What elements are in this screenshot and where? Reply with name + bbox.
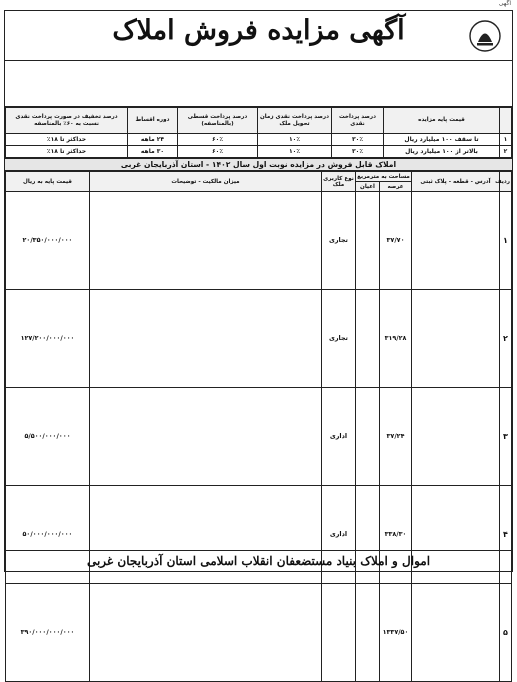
row-land-area: ۱۳۳۷/۵۰: [380, 584, 412, 682]
row-status: [90, 192, 322, 290]
properties-table: [5, 171, 512, 682]
col-header-usage: نوع کاربری ملک: [322, 172, 356, 192]
pay-cell: حداکثر تا ۱۸٪: [6, 134, 128, 146]
section-title: املاک قابل فروش در مزایده نوبت اول سال ۱۴۰۲ - استان آذربایجان غربی: [5, 159, 512, 171]
col-header-building: اعیان: [356, 182, 380, 192]
row-building-area: [356, 290, 380, 388]
pay-cell: ۶۰٪: [178, 146, 258, 158]
col-header-status: میزان مالکیت - توضیحات: [90, 172, 322, 192]
top-bar: [0, 0, 517, 10]
pay-header-base-price: قیمت پایه مزایده: [384, 108, 500, 134]
row-number: ۱: [500, 192, 512, 290]
row-usage: اداری: [322, 486, 356, 584]
pay-cell: ۲۴ ماهه: [128, 134, 178, 146]
row-land-area: ۳۷/۷۰: [380, 192, 412, 290]
row-price: ۲۰/۳۵۰/۰۰۰/۰۰۰: [6, 192, 90, 290]
pay-row: [6, 134, 512, 146]
row-building-area: [356, 584, 380, 682]
table-row: [6, 192, 512, 290]
row-usage: [322, 584, 356, 682]
row-number: ۴: [500, 486, 512, 584]
col-header-address: آدرس - قطعه - پلاک ثبتی: [412, 172, 500, 192]
pay-header-discount: درصد تخفیف در صورت پرداخت نقدی نسبت به ۶۰٪ بالمناصفه: [6, 108, 128, 134]
pay-row: [6, 146, 512, 158]
intro-paragraph: [5, 61, 512, 107]
pay-row-no: ۲: [500, 146, 512, 158]
row-status: [90, 388, 322, 486]
row-price: ۳۹۰/۰۰۰/۰۰۰/۰۰۰: [6, 584, 90, 682]
row-status: [90, 584, 322, 682]
pay-header-installment-percent: درصد پرداخت قسطی (بالمناصفه): [178, 108, 258, 134]
pay-cell: ۶۰٪: [178, 134, 258, 146]
payment-terms-table: [5, 107, 512, 159]
pay-cell: تا سقف ۱۰۰ میلیارد ریال: [384, 134, 500, 146]
pay-header-delivery-percent: درصد پرداخت نقدی زمان تحویل ملک: [258, 108, 332, 134]
pay-cell: ۱۰٪: [258, 146, 332, 158]
row-address: [412, 290, 500, 388]
notice-frame: [4, 10, 513, 637]
row-number: ۵: [500, 584, 512, 682]
table-row: [6, 584, 512, 682]
table-row: [6, 388, 512, 486]
col-header-area: مساحت به مترمربع: [357, 173, 410, 180]
table-row: [6, 290, 512, 388]
row-address: [412, 192, 500, 290]
row-usage: تجاری: [322, 290, 356, 388]
row-building-area: [356, 192, 380, 290]
row-land-area: ۳۳۸/۳۰: [380, 486, 412, 584]
row-number: ۳: [500, 388, 512, 486]
footer-organization: اموال و املاک بنیاد مستضعفان انقلاب اسلامی استان آذربایجان غربی: [5, 550, 512, 571]
col-header-row: ردیف: [500, 172, 512, 192]
pay-row-no: ۱: [500, 134, 512, 146]
pay-header-installment-period: دوره اقساط: [128, 108, 178, 134]
pay-cell: بالاتر از ۱۰۰ میلیارد ریال: [384, 146, 500, 158]
notice-title: آگهی مزایده فروش املاک: [112, 15, 405, 46]
row-land-area: ۳۷/۲۴: [380, 388, 412, 486]
row-address: [412, 388, 500, 486]
row-land-area: ۳۱۹/۲۸: [380, 290, 412, 388]
pay-header-cash-percent: درصد پرداخت نقدی: [332, 108, 384, 134]
pay-cell: ۱۰٪: [258, 134, 332, 146]
bonyad-mostazafan-logo-icon: [468, 19, 502, 53]
notice-header: [5, 11, 512, 61]
row-price: ۵۰/۰۰۰/۰۰۰/۰۰۰: [6, 486, 90, 584]
row-usage: تجاری: [322, 192, 356, 290]
row-status: [90, 290, 322, 388]
row-building-area: [356, 388, 380, 486]
row-address: [412, 584, 500, 682]
row-usage: اداری: [322, 388, 356, 486]
pay-cell: ۳۰٪: [332, 146, 384, 158]
col-header-land: عرصه: [380, 182, 412, 192]
row-price: ۱۲۷/۲۰۰/۰۰۰/۰۰۰: [6, 290, 90, 388]
row-price: ۵/۵۰۰/۰۰۰/۰۰۰: [6, 388, 90, 486]
pay-cell: ۳۰٪: [332, 134, 384, 146]
col-header-price: قیمت پایه به ریال: [6, 172, 90, 192]
row-number: ۲: [500, 290, 512, 388]
top-bar-right-label: آگهی: [498, 0, 511, 7]
pay-header-row: [500, 108, 512, 134]
pay-cell: ۳۰ ماهه: [128, 146, 178, 158]
pay-cell: حداکثر تا ۱۸٪: [6, 146, 128, 158]
